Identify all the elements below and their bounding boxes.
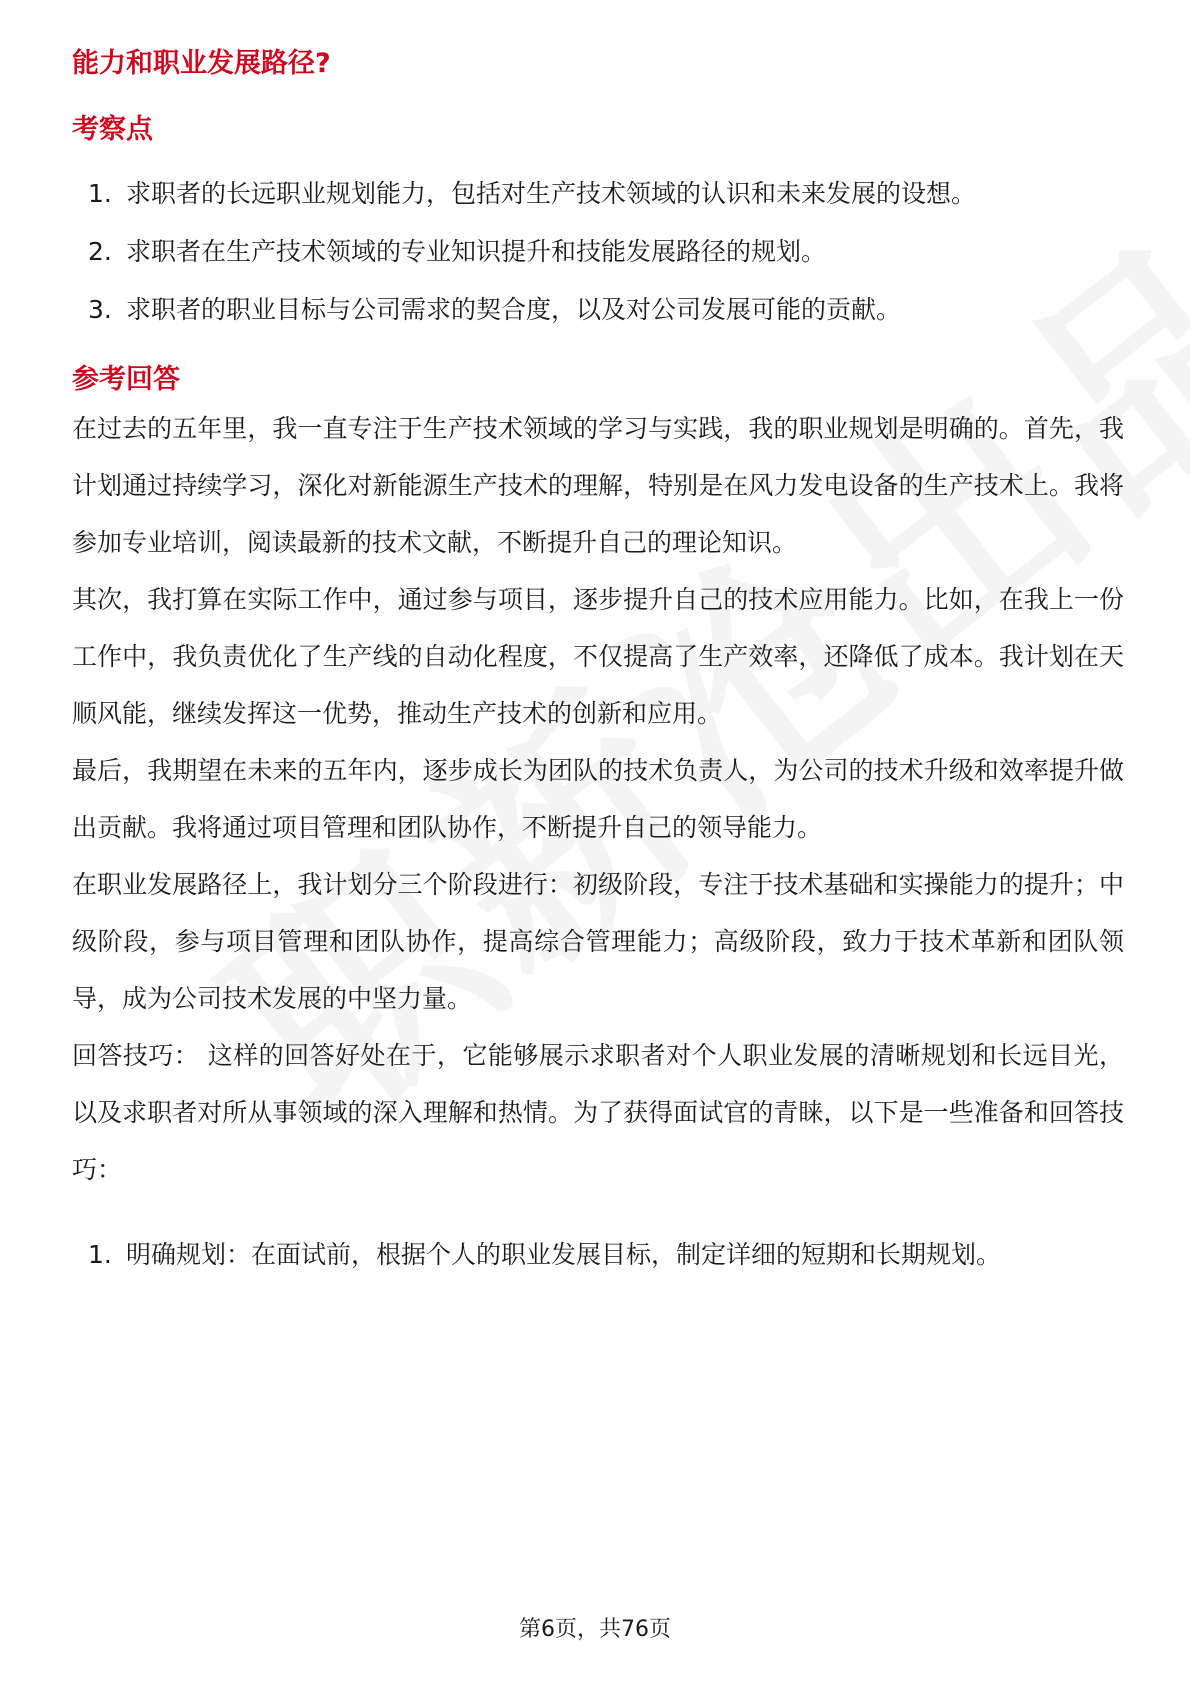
list-text: 求职者的职业目标与公司需求的契合度，以及对公司发展可能的贡献。 (126, 295, 902, 324)
list-text: 求职者在生产技术领域的专业知识提升和技能发展路径的规划。 (126, 237, 827, 266)
list-text: 明确规划：在面试前，根据个人的职业发展目标，制定详细的短期和长期规划。 (126, 1240, 1002, 1269)
paragraph: 在职业发展路径上，我计划分三个阶段进行：初级阶段，专注于技术基础和实操能力的提升；中级阶段，参与项目管理和团队协作，提高综合管理能力；高级阶段，致力于技术革新和团队领导，成为公司技术发展的中坚力量。 (72, 870, 1124, 1013)
assessment-list (72, 174, 1124, 330)
page-title: 能力和职业发展路径? (72, 48, 331, 79)
list-number: 1. (88, 1240, 112, 1269)
list-item (72, 290, 1124, 330)
list-number: 2. (88, 237, 112, 266)
section-heading-assessment: 考察点 (72, 114, 153, 145)
paragraph: 其次，我打算在实际工作中，通过参与项目，逐步提升自己的技术应用能力。比如，在我上一份工作中，我负责优化了生产线的自动化程度，不仅提高了生产效率，还降低了成本。我计划在天顺风能，继续发挥这一优势，推动生产技术的创新和应用。 (72, 585, 1124, 728)
paragraph: 在过去的五年里，我一直专注于生产技术领域的学习与实践，我的职业规划是明确的。首先，我计划通过持续学习，深化对新能源生产技术的理解，特别是在风力发电设备的生产技术上。我将参加专业培训，阅读最新的技术文献，不断提升自己的理论知识。 (72, 414, 1124, 557)
list-number: 3. (88, 295, 112, 324)
list-item (72, 232, 1124, 272)
list-item (72, 1226, 1124, 1283)
list-number: 1. (88, 179, 112, 208)
list-text: 求职者的长远职业规划能力，包括对生产技术领域的认识和未来发展的设想。 (126, 179, 977, 208)
paragraph-answer-tips: 回答技巧： 这样的回答好处在于，它能够展示求职者对个人职业发展的清晰规划和长远目光，以及求职者对所从事领域的深入理解和热情。为了获得面试官的青睐，以下是一些准备和回答技巧： (72, 1041, 1124, 1184)
tips-list (72, 1226, 1124, 1283)
page-footer: 第6页，共76页 (519, 1617, 671, 1642)
paragraph: 最后，我期望在未来的五年内，逐步成长为团队的技术负责人，为公司的技术升级和效率提升做出贡献。我将通过项目管理和团队协作，不断提升自己的领导能力。 (72, 756, 1124, 842)
section-heading-reference-answer: 参考回答 (72, 364, 180, 395)
list-item (72, 174, 1124, 214)
page-content (72, 44, 1124, 1283)
